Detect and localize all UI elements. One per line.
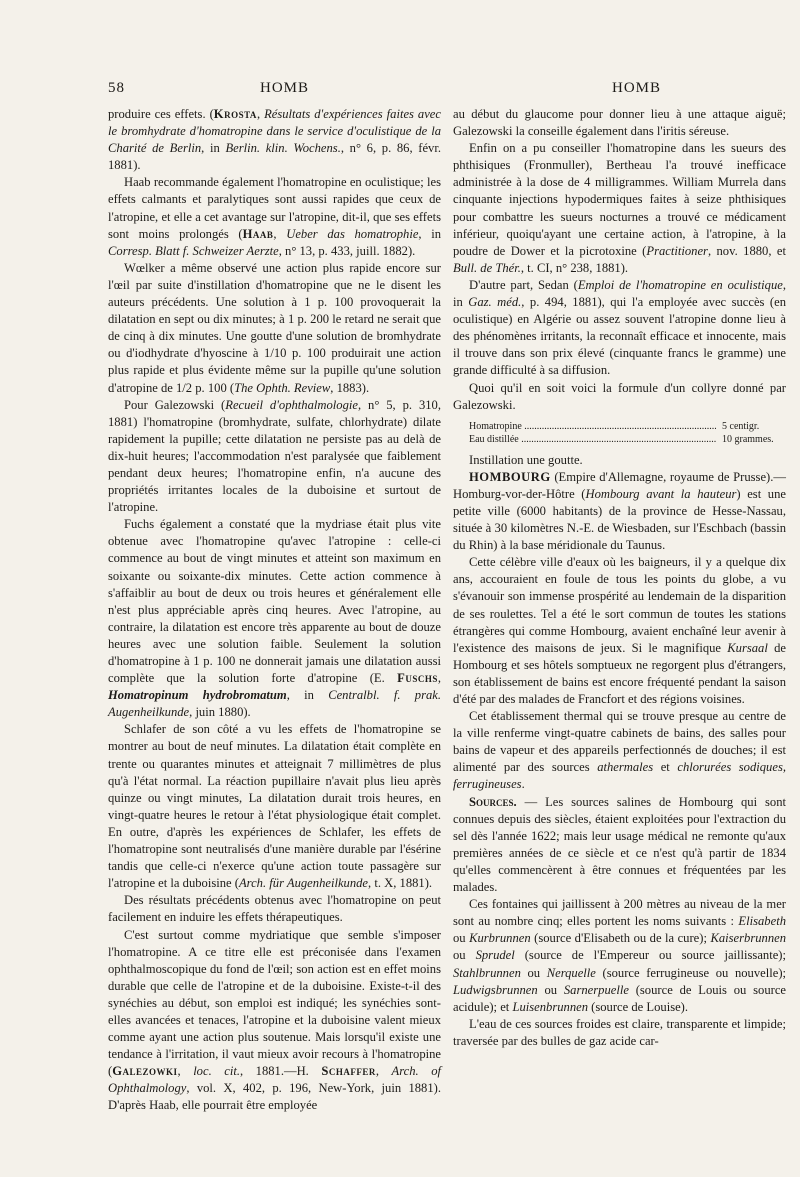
- text-run: , in: [286, 688, 329, 703]
- formula-quantity: 10 grammes.: [722, 433, 774, 445]
- text-run: .: [521, 777, 525, 792]
- text-run: ,: [273, 226, 287, 241]
- text-run: , 1881.—H.: [239, 1064, 322, 1079]
- text-emphasis: Emploi de l'homatropine en oculistique: [577, 277, 783, 292]
- text-emphasis: Kurbrunnen: [469, 931, 531, 946]
- text-run: Schlafer de son côté a vu les effets de l'homatropine se montrer au bout de neuf minutes. La dilatation était complète en trente ou quarantes minutes et atteignait 7 millimètres de plus qu'à l'état normal. La réaction pupillaire n'avait plus lieu après quinze ou vingt minutes, La dilatation durait trois heures, en vingt-quatre heures le retour à l'état physiologique était complet. En outre, d'après les expériences de Schlafer, les effets de l'homatropine sont neutralisés d'une manière durable par l'ésérine tandis que celle-ci n'exerce qu'une action toute passagère sur l'atropine et la duboisine (: [108, 722, 441, 891]
- text-emphasis: Luisenbrunnen: [512, 999, 589, 1014]
- paragraph-fontaines: [453, 896, 786, 1016]
- text-run: Instillation une goutte.: [469, 452, 583, 467]
- text-emphasis: Résultats d'expériences faites avec le bromhydrate d'homatropine dans le service d'oculistique de la Charité de Berlin: [108, 107, 441, 156]
- paragraph-continuation: [108, 106, 441, 174]
- text-run: ou: [537, 982, 564, 997]
- text-emphasis: Schaffer: [321, 1064, 376, 1079]
- text-run: L'eau de ces sources froides est claire, transparente et limpide; traversée par des bulles de gaz acide car-: [453, 1016, 786, 1048]
- paragraph-woelker: [108, 260, 441, 397]
- text-run: ,: [177, 1064, 194, 1079]
- text-run: , in: [201, 141, 226, 156]
- text-run: , p. 494, 1881), qui l'a employée avec succès (en oculistique) en Algérie ou assez souvent l'atropine donne lieu à des phénomènes irritants, la reconnaît efficace et innocente, mais il trouve dans son prix élevé (cinquante francs le gramme) une grande difficulté à sa diffusion.: [453, 295, 786, 378]
- text-run: Ces fontaines qui jaillissent à 200 mètres au niveau de la mer sont au nombre cinq; elles portent les noms suivants :: [453, 897, 786, 929]
- page-number: 58: [108, 80, 125, 96]
- right-running-head: HOMB: [612, 80, 662, 96]
- text-emphasis: loc. cit.: [193, 1064, 240, 1079]
- text-emphasis: Arch. of Ophthalmology: [108, 1064, 442, 1096]
- text-run: de Hombourg et ses hôtels somptueux ne regorgent plus d'étrangers, son établissement de bains est encore fréquenté pendant la saison d'été par des malades de Francfort et des régions voisines.: [453, 640, 786, 706]
- formula-row: [469, 420, 786, 433]
- text-run: , 1883).: [330, 380, 370, 395]
- text-run: , nov. 1880, et: [707, 243, 786, 258]
- text-run: ,: [375, 1064, 392, 1079]
- text-emphasis: Bull. de Thér.: [453, 260, 521, 275]
- text-run: Des résultats précédents obtenus avec l'homatropine on peut facilement en induire les effets thérapeutiques.: [108, 893, 441, 925]
- text-emphasis: Haab: [242, 226, 274, 241]
- text-emphasis: Practitioner: [646, 243, 708, 258]
- text-emphasis: Fuschs: [397, 671, 438, 686]
- text-run: ou: [453, 948, 476, 963]
- paragraph-sedan: [453, 277, 786, 380]
- text-emphasis: The Ophth. Review: [234, 380, 331, 395]
- text-run: (source ferrugineuse ou nouvelle);: [595, 965, 787, 980]
- text-run: , n° 6, p. 86, févr. 1881).: [108, 141, 441, 173]
- paragraph-resultats: [108, 892, 441, 926]
- text-run: au début du glaucome pour donner lieu à une attaque aiguë; Galezowski la conseille également dans l'iritis séreuse.: [453, 107, 786, 139]
- text-emphasis: Nerquelle: [546, 965, 596, 980]
- text-run: (source de Louise).: [588, 999, 689, 1014]
- paragraph-sources: [453, 794, 786, 897]
- paragraph-sueurs: [453, 140, 786, 277]
- paragraph-fuchs: [108, 516, 441, 721]
- text-run: (source de Louis ou source acidule); et: [453, 982, 786, 1014]
- text-emphasis: Ludwigsbrunnen: [453, 982, 538, 997]
- paragraph-instillation: [453, 452, 786, 469]
- text-run: Cet établissement thermal qui se trouve presque au centre de la ville renferme vingt-quatre cabinets de bains, des salles pour bains de vapeur et des appareils perfectionnés de douches; il est alimenté par des sources: [453, 709, 786, 775]
- paragraph-hombourg: [453, 469, 786, 554]
- text-run: Quoi qu'il en soit voici la formule d'un collyre donné par Galezowski.: [453, 380, 786, 412]
- text-emphasis: Kaiserbrunnen: [710, 931, 786, 946]
- text-emphasis: Kursaal: [727, 640, 768, 655]
- text-emphasis: Homatropinum hydrobromatum: [108, 688, 287, 703]
- text-run: (source de l'Empereur ou source jaillissante);: [514, 948, 786, 963]
- text-emphasis: Hombourg avant la hauteur: [585, 486, 737, 501]
- left-running-head: HOMB: [260, 80, 310, 96]
- paragraph-glaucome: [453, 106, 786, 140]
- text-run: produire ces effets. (: [108, 107, 214, 121]
- text-run: ou: [520, 965, 547, 980]
- text-run: Wœlker a même observé une action plus rapide encore sur l'œil par suite d'instillation d'homatropine que ne le disent les auteurs précédents. Une solution à 1 p. 100 provoquerait la dilatation en sept ou dix minutes; à 1 p. 200 le retard ne serait que de cinq à dix minutes. Une goutte d'une solution de bromhydrate ou d'iodhydrate d'hyoscine à 1/10 p. 100 produirait une action plus rapide et plus évidente même sur la pupille qu'une solution d'atropine de 1/2 p. 100 (: [108, 260, 441, 395]
- text-emphasis: Sarnerpuelle: [563, 982, 629, 997]
- text-emphasis: Sources.: [469, 794, 517, 809]
- text-run: D'autre part, Sedan (: [469, 277, 578, 292]
- text-emphasis: Sprudel: [475, 948, 515, 963]
- left-column: [108, 106, 441, 1115]
- text-run: Pour Galezowski (: [124, 397, 226, 412]
- paragraph-celebre: [453, 554, 786, 708]
- text-run: Fuchs également a constaté que la mydriase était plus vite obtenue avec l'homatropine qu'avec l'atropine : celle-ci commence au bout de vingt minutes et atteint son maximum en soixante ou soixante-dix minutes. Cette action commence à s'affaiblir au bout de deux ou trois heures et généralement elle n'est plus appréciable après cinq heures. Avec l'atropine, au contraire, la dilatation est encore très apparente au bout de douze heures avec une solution faible. Seulement la solution d'homatropine à 1 p. 100 ne donnerait jamais une dilatation aussi complète que la solution forte d'atropine (E.: [108, 517, 441, 686]
- paragraph-galezowski: [108, 397, 441, 517]
- text-run: Enfin on a pu conseiller l'homatropine dans les sueurs des phthisiques (Fronmuller), Bertheau l'a trouvé inefficace administrée à la dose de 4 milligrammes. William Murrela dans cinquante injections hypodermiques faites à seize phthisiques pour combattre les sueurs nocturnes a trouvé ce médicament inférieur, quoiqu'ayant une certaine action, à l'atropine, à la poudre de Dower et la picrotoxine (: [453, 141, 786, 258]
- text-run: ou: [453, 931, 470, 946]
- text-run: (Empire d'Allemagne, royaume de Prusse).—Homburg-vor-der-Hôtre (: [453, 469, 786, 501]
- text-emphasis: Ueber das homatrophie: [286, 226, 419, 241]
- text-emphasis: Galezowki: [112, 1064, 178, 1079]
- text-emphasis: Corresp. Blatt f. Schweizer Aerzte: [108, 243, 279, 258]
- text-run: Haab recommande également l'homatropine en oculistique; les effets calmants et paralytiques sont aussi rapides que ceux de l'atropine, et elle a cet avantage sur l'atropine, dit-il, que ses effets sont moins prolongés (: [108, 175, 441, 241]
- text-emphasis: Centralbl. f. prak. Augenheilkunde: [108, 688, 442, 720]
- paragraph-schlafer: [108, 721, 441, 892]
- formula-row: [469, 433, 786, 446]
- text-run: , t. X, 1881).: [368, 876, 433, 891]
- text-emphasis: HOMBOURG: [469, 469, 551, 484]
- text-run: , juin 1880).: [189, 705, 251, 720]
- text-run: , n° 13, p. 433, juill. 1882).: [278, 243, 416, 258]
- text-run: — Les sources salines de Hombourg qui sont connues depuis des siècles, étaient exploitées pour l'extraction du sel dès l'année 1622; mais leur usage médical ne remonte qu'aux premières années de ce siècle et ce n'est qu'à partir de 1834 qu'elles commencèrent à être connues et fréquentées par les malades.: [453, 794, 786, 895]
- text-run: et: [653, 760, 678, 775]
- text-emphasis: chlorurées sodiques, ferrugineuses: [453, 760, 786, 792]
- text-run: , n° 5, p. 310, 1881) l'homatropine (bromhydrate, sulfate, chlorhydrate) dilate rapidement la pupille; cette dilatation ne persiste pas au delà de dix-huit heures; l'accommodation n'est paralysée que faiblement pendant deux heures; l'homatropine enfin, n'a aucune des propriétés irritantes locales de la duboisine et surtout de l'atropine.: [108, 397, 442, 515]
- text-run: C'est surtout comme mydriatique que semble s'imposer l'homatropine. A ce titre elle est préconisée dans l'examen ophthalmoscopique du fond de l'œil; son action est en effet moins durable que celle de l'atropine et de la duboisine. Existe-t-il des synéchies au début, son emploi est indiqué; les synéchies sont-elles avancées et tenaces, l'atropine et la duboisine valent mieux comme ayant une action plus soutenue. Mais lorsqu'il existe une tendance à l'irritation, il vaut mieux avoir recours à l'homatropine (: [108, 927, 441, 1079]
- text-emphasis: athermales: [597, 760, 654, 775]
- text-run: , t. CI, n° 238, 1881).: [520, 260, 629, 275]
- paragraph-eau: [453, 1016, 786, 1050]
- text-emphasis: Krosta: [213, 107, 257, 121]
- paragraph-mydriatique: [108, 927, 441, 1115]
- paragraph-etablissement: [453, 708, 786, 793]
- text-run: , vol. X, 402, p. 196, New-York, juin 1881). D'après Haab, elle pourrait être employée: [108, 1081, 441, 1113]
- text-run: Cette célèbre ville d'eaux où les baigneurs, il y a quelque dix ans, accouraient en foule de tous les points du globe, a vu s'évanouir son immense prospérité au lendemain de la disparition de ses roulettes. Tel a été le sort commun de toutes les stations étrangères qui comme Hombourg, avaient enchaîné leur avenir à l'existence des maisons de jeux. Si le magnifique: [453, 555, 786, 655]
- text-run: ,: [256, 107, 265, 121]
- right-column: [453, 106, 786, 1050]
- text-run: ,: [437, 671, 441, 686]
- text-run: (source d'Elisabeth ou de la cure);: [530, 931, 711, 946]
- formula-ingredient: Eau distillée .....: [469, 433, 716, 446]
- text-emphasis: Arch. für Augenheilkunde: [238, 876, 369, 891]
- collyre-formula: [469, 420, 786, 446]
- formula-ingredient: Homatropine .....: [469, 420, 716, 433]
- paragraph-formule: [453, 380, 786, 414]
- text-run: , in: [418, 226, 442, 241]
- text-emphasis: Stahlbrunnen: [453, 965, 521, 980]
- text-emphasis: Recueil d'ophthalmologie: [225, 397, 358, 412]
- text-emphasis: Elisabeth: [738, 914, 786, 929]
- paragraph-haab: [108, 174, 441, 259]
- formula-quantity: 5 centigr.: [722, 420, 760, 432]
- text-emphasis: Berlin. klin. Wochens.: [225, 141, 341, 156]
- text-run: , in: [453, 277, 786, 310]
- text-run: ) est une petite ville (6000 habitants) de la province de Hesse-Nassau, située à 30 kilomètres N.-E. de Wiesbaden, sur l'Eschbach (bassin du Rhin) à la base méridionale du Taunus.: [453, 486, 786, 553]
- text-emphasis: Gaz. méd.: [468, 295, 522, 310]
